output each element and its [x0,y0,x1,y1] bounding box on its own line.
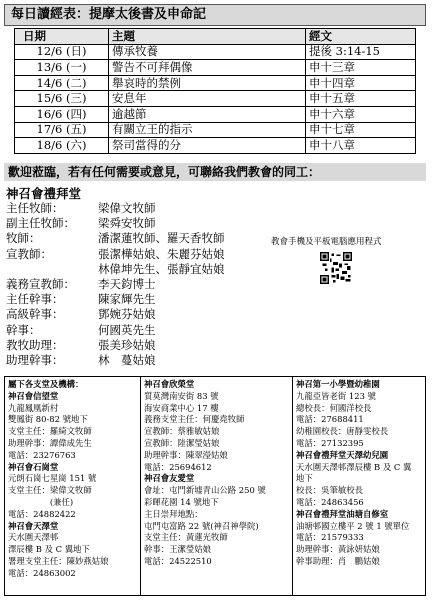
branch-line: 會址：屯門新墟青山公路 250 號 [144,485,266,496]
reading-plan-table [14,28,416,154]
topic-cell: 舉哀時的禁例 [109,75,306,91]
date-cell: 13/6 (一) [15,60,109,76]
branch-heading: 神召會禮拜堂天澤幼兒園 [296,449,389,460]
branch-heading: 神召會欣榮堂 [144,379,195,389]
branch-line: 海安商業中心 17 樓 [144,402,219,413]
branch-line: 義務支堂主任：何慶堯牧師 [144,414,245,425]
table-row [15,44,416,60]
branch-line: 元朗石崗七星崗 151 號 [8,473,97,484]
church-name: 神召會禮拜堂 [6,186,82,201]
staff-row [6,231,225,246]
branch-line: 九龍亞皆老街 123 號 [296,390,376,401]
branch-line: 支堂主任：羅綺文牧師 [8,426,92,437]
branch-line: 電話：21579333 [296,532,364,543]
branch-heading: 神召會石崗堂 [8,461,59,472]
branch-line: 地下 [296,473,313,484]
branch-line: 幹事助理：肖 鵬姑娘 [296,555,380,566]
branches-column-3 [293,377,425,595]
branch-line: 幼稚園校長：唐靜雯校長 [296,426,389,437]
date-cell: 18/6 (六) [15,138,109,154]
branch-line: 電話：27132395 [296,437,364,448]
staff-role: 高級幹事： [6,307,64,322]
staff-row [6,216,225,231]
branch-line: 助理幹事：譚偉成先生 [8,437,92,448]
topic-cell: 祭司當得的分 [109,138,306,154]
staff-row [6,307,225,322]
branch-line: 校長：吳筆敏校長 [296,485,363,496]
staff-name: 陳家輝先生 [98,292,156,307]
staff-role: 幹事： [6,322,41,337]
branch-line: 助理幹事：黃詠妍姑娘 [296,544,380,555]
topic-cell: 安息年 [109,91,306,107]
topic-cell: 警告不可拜偶像 [109,60,306,76]
branch-line: 署理支堂主任：陳妙燕姑娘 [8,555,109,566]
branch-line: 屯門屯富路 22 號(神召神學院) [144,520,259,531]
staff-name: 林 蔓姑娘 [98,353,156,368]
welcome-message: 歡迎蒞臨，若有任何需要或意見，可聯絡我們教會的同工： [4,163,426,181]
staff-role: 教牧助理： [6,337,64,352]
topic-cell: 逾越節 [109,106,306,122]
scripture-cell: 申十七章 [306,122,416,138]
staff-name: 梁舜安牧師 [98,216,156,231]
branch-heading: 神召會天澤堂 [8,520,59,531]
branch-line: 支堂主任：梁偉文牧師 [8,485,92,496]
branch-line: 電話：24863002 [8,567,76,578]
header-scripture: 經文 [306,29,416,45]
table-row [15,138,416,154]
staff-row [6,353,225,368]
scripture-cell: 申十五章 [306,91,416,107]
staff-name: 林偉坤先生、張靜宜姑娘 [98,261,225,276]
staff-name: 張潔樺姑娘、朱麗芬姑娘 [98,246,225,261]
branch-line: 天水圍天澤邨 [8,532,59,543]
branch-line: 彩暉花園 14 號地下 [144,496,219,507]
branch-heading: 屬下各支堂及機構： [8,379,84,389]
table-row [15,91,416,107]
topic-cell: 有關立王的指示 [109,122,306,138]
table-row [15,122,416,138]
branch-heading: 神召會友愛堂 [144,473,195,484]
staff-name: 何國英先生 [98,322,156,337]
staff-role: 主任幹事： [6,292,64,307]
topic-cell: 傳承牧養 [109,44,306,60]
branch-line: 電話：25694612 [144,461,212,472]
table-row [15,60,416,76]
staff-row [6,201,225,216]
date-cell: 12/6 (日) [15,44,109,60]
branch-line: 電話：27688411 [296,414,364,425]
branch-line: (兼任) [8,496,74,507]
branch-heading: 神召第一小學暨幼稚園 [296,379,380,389]
date-cell: 15/6 (三) [15,91,109,107]
staff-row [6,247,225,262]
header-topic: 主題 [109,29,306,45]
scripture-cell: 提後 3:14-15 [306,44,416,60]
staff-role: 副主任牧師： [6,216,75,231]
branch-line: 主日崇拜地點： [144,508,203,519]
branch-line: 宣教師：蔡雅敏姑娘 [144,426,220,437]
branch-line: 支堂主任：黃蓮光牧師 [144,532,228,543]
qr-code-icon[interactable] [320,252,352,284]
staff-role: 宣教師： [6,246,52,261]
reading-plan-title: 每日讀經表：提摩太後書及申命記 [4,4,426,26]
scripture-cell: 申十六章 [306,106,416,122]
staff-name: 梁偉文牧師 [98,201,156,215]
staff-name: 李天鈞博士 [98,277,156,292]
staff-role: 牧師： [6,231,41,246]
staff-row [6,338,225,353]
staff-role [6,262,98,277]
staff-role: 主任牧師： [6,201,64,215]
staff-row [6,277,225,292]
branches-grid [4,376,426,596]
staff-list [6,201,225,368]
date-cell: 16/6 (四) [15,106,109,122]
staff-row [6,262,225,277]
table-row [15,75,416,91]
branch-line: 助理幹事：陳翠瀅姑娘 [144,449,228,460]
staff-row [6,323,225,338]
branch-line: 電話：24522510 [144,555,212,566]
branch-line: 電話：23276763 [8,449,76,460]
branch-heading: 神召會禮拜堂油塘自修室 [296,508,389,519]
staff-row [6,292,225,307]
branch-line: 宣教師：陸潔瑩姑娘 [144,437,220,448]
branch-heading: 神召會信望堂 [8,390,59,401]
date-cell: 14/6 (二) [15,75,109,91]
branches-column-2 [141,377,293,595]
branch-line: 天水圍天澤邨澤辰樓 B 及 C 翼 [296,461,412,472]
branch-line: 電話：24863456 [296,496,364,507]
app-note: 教會手機及平板電腦應用程式 [271,237,382,247]
table-row [15,106,416,122]
header-date: 日期 [15,29,109,45]
table-header-row [15,29,416,45]
staff-name: 潘潔蓮牧師、羅天香牧師 [98,231,225,246]
branch-line: 油塘邨國立樓平 2 號 1 號單位 [296,520,410,531]
branch-line: 九龍鳳凰新村 [8,402,59,413]
scripture-cell: 申十八章 [306,138,416,154]
branch-line: 質莫灣南安街 83 號 [144,390,219,401]
branch-line: 澤辰樓 B 及 C 翼地下 [8,544,90,555]
date-cell: 17/6 (五) [15,122,109,138]
scripture-cell: 申十三章 [306,60,416,76]
staff-role: 助理幹事： [6,353,64,368]
staff-name: 張美珍姑娘 [98,337,156,352]
staff-name: 鄧婉芬姑娘 [98,307,156,322]
branches-column-1 [5,377,141,595]
staff-role: 義務宣教師： [6,277,75,292]
branch-line: 總校長：何國洋校長 [296,402,372,413]
scripture-cell: 申十四章 [306,75,416,91]
branch-line: 電話：24882422 [8,508,76,519]
branch-line: 雙鳳街 80-82 號地下 [8,414,88,425]
branch-line: 幹事：王潔瑩姑娘 [144,544,211,555]
